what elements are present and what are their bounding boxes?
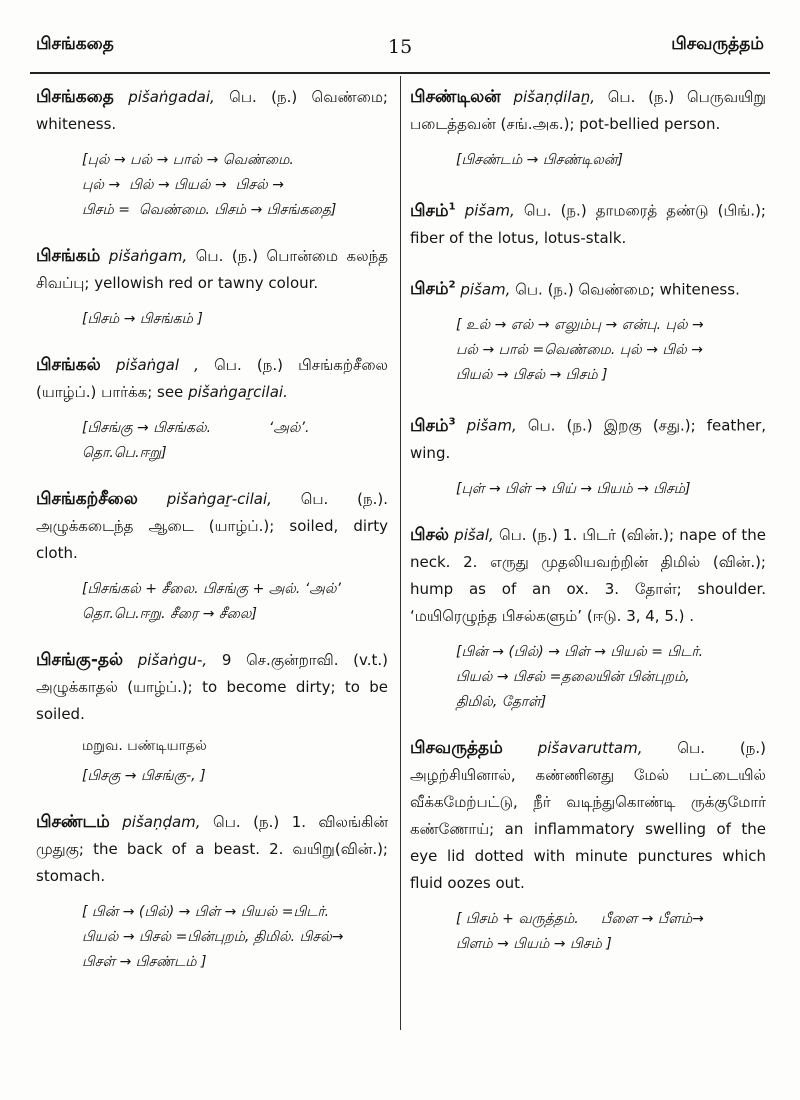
etymology-line: பிசம் = வெண்மை. பிசம் → பிசங்கதை] (82, 202, 337, 218)
headword (410, 416, 456, 436)
headword: பிசங்கல் (36, 355, 101, 375)
definition: பெ. (ந.) அழற்சியினால், கண்ணினது மேல் பட்டையில் வீக்கமேற்பட்டு, நீர் வடிந்துகொண்டி ருக்குமோர் கண்ணோய்; an inflammatory swelling of the eye lid dotted with minute punctures which fluid oozes out. (410, 738, 766, 892)
headword: பிசங்கதை (36, 87, 114, 107)
etymology (82, 416, 388, 466)
headword-text: பிசம் (410, 200, 449, 221)
entry-body (36, 486, 388, 567)
headword: பிசங்கு-தல் (36, 650, 124, 670)
etymology-line: [பின் → (பில்) → பிள் → பியல் = பிடர். (456, 643, 704, 660)
etymology (82, 148, 388, 223)
entry-body (410, 522, 766, 630)
left-column (36, 84, 388, 995)
definition: 9 செ.குன்றாவி. (v.t.) அழுக்காதல் (யாழ்ப்.); to become dirty; to be soiled. (36, 651, 388, 723)
etymology (82, 307, 388, 332)
transliteration: pišaṅgaṟ-cilai, (166, 490, 272, 508)
definition: பெ. (ந.) தாமரைத் தண்டு (பிங்.); fiber of the lotus, lotus-stalk. (410, 201, 766, 247)
transliteration: pišam, (460, 280, 511, 299)
etymology-line: [பிசண்டம் → பிசண்டிலன்] (456, 152, 623, 168)
dictionary-entry (410, 193, 766, 252)
guide-word-right: பிசவருத்தம் (671, 34, 764, 54)
etymology-line: தொ.பெ.ஈறு. சீரை → சீலை] (82, 606, 257, 622)
transliteration: pišaṅgu-, (137, 651, 208, 669)
page-header (0, 0, 800, 70)
transliteration: pišaṅgam, (108, 247, 188, 265)
definition: பெ. (ந.) பிசங்கற்சீலை (யாழ்ப்.) பார்க்க; see (36, 356, 389, 401)
dictionary-entry (410, 522, 766, 715)
column-divider (400, 76, 401, 1030)
transliteration: pišaṅgal , (115, 356, 199, 374)
etymology (456, 477, 766, 502)
cross-reference: pišaṅgaṟcilai. (188, 383, 288, 401)
homonym-number: 1 (448, 201, 456, 212)
etymology-line: திமில், தோள்] (456, 693, 547, 710)
etymology (456, 907, 766, 957)
etymology-line: பியல் → பிசல் =தலையின் பின்புறம், (456, 668, 690, 685)
etymology-line: [ பின் → (பில்) → பிள் → பியல் =பிடர். (82, 904, 330, 920)
headword-text: பிசம் (410, 279, 449, 300)
etymology-line: பல் → பால் =வெண்மை. புல் → பில் → (456, 342, 703, 359)
headword: பிசங்கம் (36, 246, 101, 266)
headword: பிசண்டிலன் (410, 87, 501, 107)
dictionary-entry (36, 84, 388, 223)
transliteration: pišaṇḍilaṉ, (513, 88, 595, 106)
transliteration: pišaṅgadai, (128, 88, 215, 106)
definition: பெ. (ந.). அழுக்கடைந்த ஆடை (யாழ்ப்.); soiled, dirty cloth. (36, 490, 388, 562)
etymology-line: [புல் → பல் → பால் → வெண்மை. (82, 152, 294, 168)
definition: பெ. (ந.) 1. விலங்கின் முதுகு; the back of a beast. 2. வயிறு(வின்.); stomach. (36, 813, 388, 885)
etymology-line: [ உல் → எல் → எலும்பு → என்பு. புல் → (456, 317, 704, 334)
right-column (410, 84, 766, 977)
entry-body (36, 243, 388, 297)
dictionary-entry (410, 272, 766, 389)
etymology-line: [பிசகு → பிசங்கு-, ] (82, 768, 206, 784)
etymology (82, 764, 388, 789)
dictionary-entry (410, 408, 766, 502)
entry-body (36, 352, 388, 406)
entry-body (410, 193, 766, 252)
definition: பெ. (ந.) வெண்மை; whiteness. (36, 88, 388, 133)
etymology-line: [ பிசம் + வருத்தம். பீளை → பீளம்→ (456, 910, 704, 927)
transliteration: pišal, (454, 525, 494, 544)
entry-body (36, 809, 388, 890)
etymology-line: [பிசம் → பிசங்கம் ] (82, 311, 203, 327)
etymology-line: [பிசங்கல் + சீலை. பிசங்கு + அல். ‘அல்’ (82, 581, 341, 597)
entry-body (410, 408, 766, 467)
definition: பெ. (ந.) பொன்மை கலந்த சிவப்பு; yellowish red or tawny colour. (36, 247, 388, 292)
dictionary-entry (36, 486, 388, 627)
etymology-line: பியல் → பிசல் =பின்புறம், திமில். பிசல்→ (82, 929, 344, 945)
etymology-line: பிசள் → பிசண்டம் ] (82, 954, 207, 970)
entry-body (410, 735, 766, 897)
etymology-line: தொ.பெ.ஈறு] (82, 445, 167, 461)
transliteration: pišam, (466, 416, 517, 435)
definition: பெ. (ந.) வெண்மை; whiteness. (510, 280, 740, 299)
header-rule (30, 72, 770, 74)
entry-body (410, 84, 766, 138)
etymology (456, 640, 766, 715)
etymology-line: [புள் → பிள் → பிய் → பியம் → பிசம்] (456, 480, 691, 497)
etymology-line: பிளம் → பியம் → பிசம் ] (456, 935, 612, 952)
dictionary-entry (36, 809, 388, 975)
etymology-line: [பிசங்கு → பிசங்கல். ‘அல்’. (82, 420, 310, 436)
entry-body (410, 272, 766, 304)
dictionary-entry (410, 84, 766, 173)
definition: பெ. (ந.) பெருவயிறு படைத்தவன் (சங்.அக.); pot-bellied person. (410, 88, 766, 133)
guide-word-left: பிசங்கதை (36, 34, 114, 54)
etymology-line: புல் → பில் → பியல் → பிசல் → (82, 177, 284, 193)
entry-body (36, 84, 388, 138)
etymology (456, 148, 766, 173)
homonym-number: 2 (448, 279, 456, 291)
homonym-number: 3 (448, 416, 456, 428)
transliteration: pišavaruttam, (537, 738, 643, 757)
headword: பிசங்கற்சீலை (36, 489, 138, 509)
headword (410, 201, 456, 221)
headword-text: பிசம் (410, 415, 449, 436)
dictionary-entry (36, 647, 388, 789)
headword: பிசல் (410, 524, 450, 545)
synonym-note: மறுவ. பண்டியாதல் (82, 738, 207, 754)
etymology (456, 313, 766, 388)
dictionary-entry (410, 735, 766, 957)
page-number: 15 (388, 36, 413, 58)
headword (410, 279, 456, 299)
entry-body (36, 647, 388, 728)
dictionary-entry (36, 243, 388, 332)
dictionary-entry (36, 352, 388, 466)
transliteration: pišaṇḍam, (122, 813, 201, 831)
etymology (82, 577, 388, 627)
definition: பெ. (ந.) இறகு (சது.); feather, wing. (410, 416, 766, 462)
headword: பிசவருத்தம் (410, 737, 503, 758)
headword: பிசண்டம் (36, 812, 110, 832)
definition: பெ. (ந.) 1. பிடர் (வின்.); nape of the neck. 2. எருது முதலியவற்றின் திமில் (வின்.); hump as of an ox. 3. தோள்; shoulder. ‘மயிரெழுந்த பிசல்களும்’ (ஈடு. 3, 4, 5.) . (410, 525, 766, 625)
etymology-line: பியல் → பிசல் → பிசம் ] (456, 367, 608, 384)
etymology (82, 900, 388, 975)
transliteration: pišam, (464, 201, 515, 220)
